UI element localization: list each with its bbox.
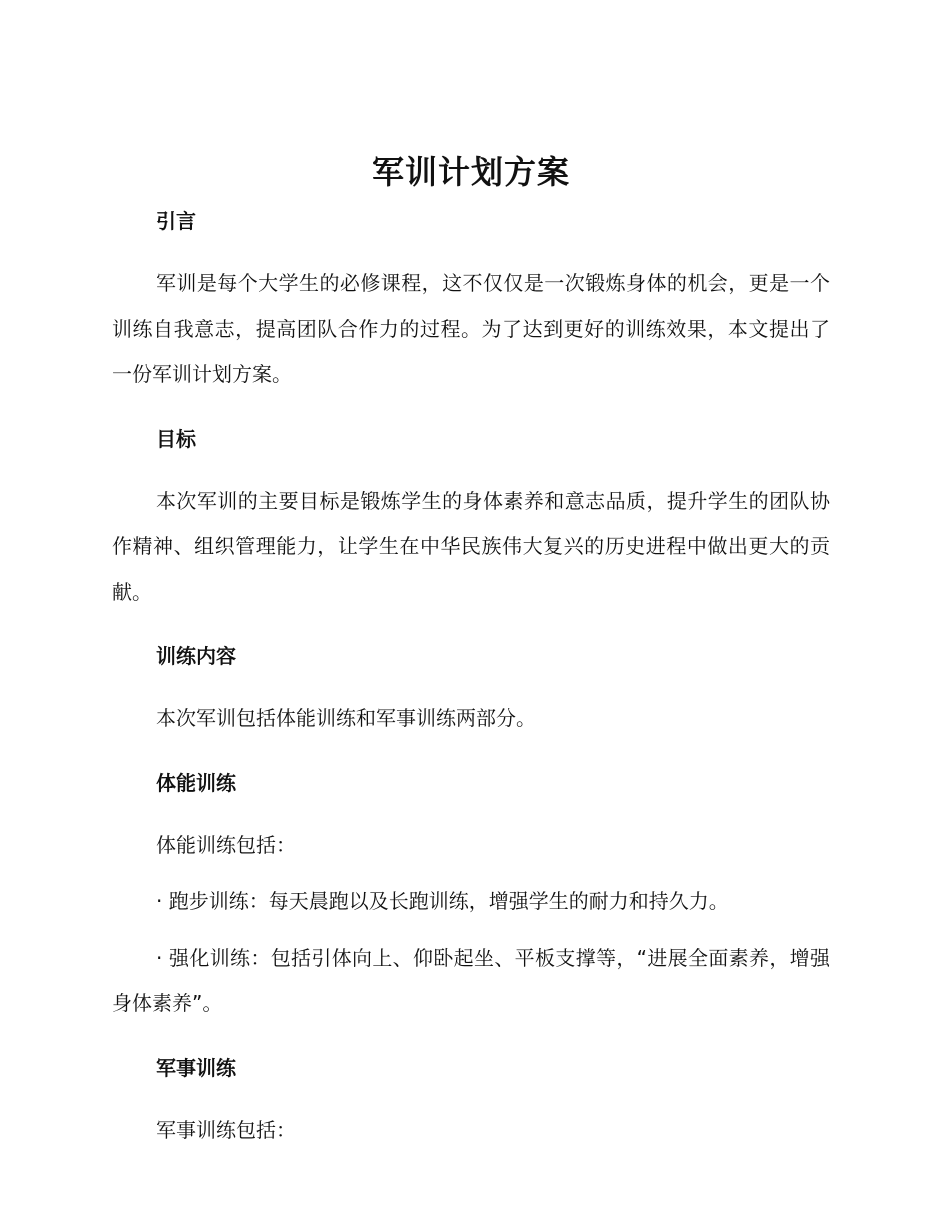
paragraph-military-intro: 军事训练包括： [156, 1117, 296, 1142]
list-item-running: · 跑步训练：每天晨跑以及长跑训练，增强学生的耐力和持久力。 [156, 889, 729, 913]
heading-military-training: 军事训练 [156, 1055, 236, 1080]
heading-intro: 引言 [156, 209, 196, 233]
heading-goal: 目标 [156, 426, 196, 451]
heading-training-content: 训练内容 [156, 644, 236, 668]
paragraph-physical-intro: 体能训练包括： [156, 832, 296, 857]
document-title: 军训计划方案 [371, 153, 570, 191]
paragraph-goal: 本次军训的主要目标是锻炼学生的身体素养和意志品质，提升学生的团队协作精神、组织管理能力，让学生在中华民族伟大复兴的历史进程中做出更大的贡献。 [112, 488, 830, 604]
document-body [112, 150, 830, 1153]
paragraph-training-content: 本次军训包括体能训练和军事训练两部分。 [156, 706, 536, 730]
heading-physical-training: 体能训练 [156, 770, 236, 795]
list-item-strength: · 强化训练：包括引体向上、仰卧起坐、平板支撑等，“进展全面素养，增强身体素养”。 [112, 945, 830, 1015]
paragraph-intro: 军训是每个大学生的必修课程，这不仅仅是一次锻炼身体的机会，更是一个训练自我意志，提高团队合作力的过程。为了达到更好的训练效果，本文提出了一份军训计划方案。 [112, 271, 830, 386]
